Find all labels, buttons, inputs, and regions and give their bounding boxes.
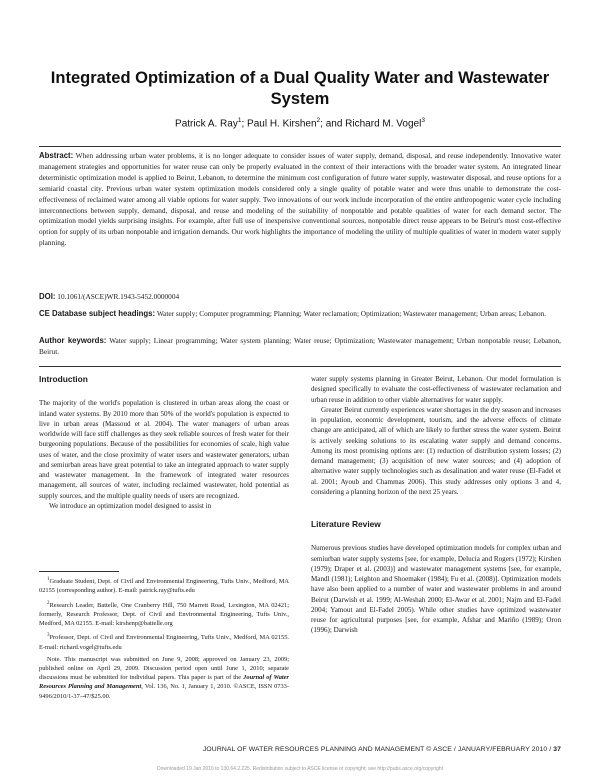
journal-footer: [140, 746, 561, 753]
footnote-text: Graduate Student, Dept. of Civil and Environmental Engineering, Tufts Univ., Medford, MA 02155 (corresponding author). E-mail: patrick.ray@tufts.edu: [39, 578, 289, 595]
author-affiliation-mark: 2: [316, 117, 321, 124]
subject-headings-text: Water supply; Computer programming; Planning; Water reclamation; Optimization; Wastewater management; Urban areas; Lebanon.: [156, 309, 547, 318]
footnote: [39, 631, 289, 652]
author-list: [40, 117, 560, 129]
footnote-mark: 3: [47, 633, 50, 639]
author-name: Richard M. Vogel: [345, 118, 422, 130]
author-name: Patrick A. Ray: [175, 118, 238, 130]
introduction-paragraph-continued: water supply systems planning in Greater Beirut, Lebanon. Our model formulation is designed specifically to evaluate the cost-effectiveness of wastewater reclamation and urban reuse in addition to other viable alternatives for water supply.: [311, 375, 561, 404]
footnote: [39, 575, 289, 596]
top-divider: [39, 146, 561, 147]
keywords-text: Water supply; Linear programming; Water system planning; Water reuse; Optimization; Wastewater management; Urban nonpotable reuse; Lebanon, Beirut.: [39, 336, 561, 356]
introduction-paragraph: Greater Beirut currently experiences water shortages in the dry season and increases in population, economic development, tourism, and the adverse effects of climate change are anticipated, all of which are likely to further stress the water system. Beirut is actively seeking solutions to its escalating water supply and demand concerns. Among its most promising options are: (1) reduction of distribution system losses; (2) demand management; (3) acquisition of new water sources; and (4) adoption of alternative water supply technologies such as desalination and water reuse (El-Fadel et al. 2001; Ayoub and Chammas 2006). This study addresses only options 3 and 4, considering a planning horizon of the next 25 years.: [311, 405, 561, 496]
introduction-heading: Introduction: [39, 374, 88, 384]
abstract: [39, 151, 561, 249]
literature-paragraph: Numerous previous studies have developed optimization models for complex urban and semiurban water supply systems [see, for example, Delucia and Rogers (1972); Kirshen (1979); Draper et al. (2003)] and wastewater management systems [see, for example, Mandl (1981); Leighton and Shoemaker (1984); Fu et al. (2008)]. Optimization models have also been applied to a number of water and wastewater problems in and around Beirut (Darwish et al. 1999; Al-Weshah 2000; El-Awar et al. 2001; Najm and El-Fadel 2004; Yamout and El-Fadel 2005). While other studies have optimized wastewater reuse for agricultural purposes [see, for example, Afshar and Mariño (1989); Oron (1996); Darwish: [311, 544, 561, 635]
note-text-end: , Vol. 136, No. 1, January 1, 2010. ©ASCE, ISSN 0733-9496/2010/1-37–47/$25.00.: [39, 683, 289, 700]
footnote: [39, 599, 289, 629]
subject-headings: [39, 309, 561, 320]
introduction-paragraph: We introduce an optimization model designed to assist in: [49, 501, 212, 510]
literature-review-heading: Literature Review: [311, 519, 381, 529]
journal-footer-text: JOURNAL OF WATER RESOURCES PLANNING AND MANAGEMENT © ASCE / JANUARY/FEBRUARY 2010 /: [202, 746, 554, 753]
subject-headings-label: CE Database subject headings:: [39, 309, 156, 318]
footnotes: [39, 575, 289, 704]
author-separator: ; and: [320, 118, 346, 130]
footnote-divider: [39, 571, 119, 572]
footnote-text: Research Leader, Battelle, One Cranberry Hill, 750 Marrett Road, Lexington, MA 02421; formerly, Research Professor, Dept. of Civil and Environmental Engineering, Tufts Univ., Medford, MA 02155. E-mail: kirshenp@battelle.org: [39, 601, 289, 628]
author-affiliation-mark: 3: [421, 117, 425, 124]
section-divider: [39, 366, 561, 367]
keywords-label: Author keywords:: [39, 336, 107, 345]
manuscript-note: [39, 655, 289, 701]
footnote-mark: 1: [47, 577, 50, 582]
doi-value[interactable]: 10.1061/(ASCE)WR.1943-5452.0000004: [57, 292, 180, 301]
footnote-text: Professor, Dept. of Civil and Environmental Engineering, Tufts Univ., Medford, MA 02155. E-mail: richard.vogel@tufts.edu: [39, 634, 289, 651]
right-column: [311, 374, 561, 636]
author-affiliation-mark: 1: [237, 117, 242, 124]
left-column: [39, 374, 289, 511]
paper-title: Integrated Optimization of a Dual Quality Water and Wastewater System: [50, 69, 550, 108]
download-notice: Downloaded 19 Jan 2010 to 130.64.2.225. Redistribution subject to ASCE license or copyright; see http://pubs.asce.org/copyright: [156, 766, 443, 772]
author-name: Paul H. Kirshen: [247, 118, 317, 130]
author-separator: ;: [241, 118, 248, 130]
introduction-paragraph: The majority of the world's population is clustered in urban areas along the coast or inland water systems. By 2010 more than 50% of the world's population is expected to live in urban areas (Massoud et al. 2004). The water managers of urban areas worldwide will face stiff challenges as they seek reliable sources of fresh water for their burgeoning populations. Because of the possibilities for economies of scale, high value uses of water, and the close proximity of water users and wastewater generators, urban and semiurban areas have great potential to take an integrated approach to water supply and wastewater management. In the framework of integrated water resources management, all sources of water, including reclaimed wastewater, hold potential as supply sources, and the multiple quality needs of users are recognized.: [39, 399, 289, 500]
footnote-mark: 2: [47, 600, 50, 606]
page-number: 37: [553, 746, 561, 753]
doi-label: DOI:: [39, 292, 56, 301]
note-text: Note. This manuscript was submitted on June 9, 2008; approved on January 23, 2009; published online on April 29, 2009. Discussion period open until June 1, 2010; separate discussions must be submitted for individual papers. This paper is part of the: [39, 655, 289, 682]
abstract-label: Abstract:: [39, 151, 74, 160]
journal-name: Journal of Water Resources Planning and Management: [39, 674, 289, 691]
author-keywords: [39, 336, 561, 357]
abstract-text: When addressing urban water problems, it is no longer adequate to consider issues of water supply, demand, disposal, and reuse independently. Innovative water management strategies and opportunities for water reuse can only be properly evaluated in the context of their interactions with the broader water system. An integrated linear deterministic optimization model is applied to Beirut, Lebanon, to determine the minimum cost configuration of future water supply, wastewater disposal, and reuse options for a semiarid coastal city. Previous urban water system optimization models considered only a single quality of potable water and were thus unable to demonstrate the cost-effectiveness of reclaimed water among all viable options for water supply. Two innovations of our work include incorporation of the entire anthropogenic water cycle including interconnections between supply, demand, disposal, and reuse and modeling of the suitability of nonpotable and potable qualities of water for each demand sector. The optimization model yields surprising insights. For example, after full use of inexpensive conventional sources, nonpotable direct reuse appears to be Beirut's most cost-effective option for supply of its urban nonpotable and irrigation demands. Our work highlights the importance of modeling the utility of multiple qualities of water in modern water supply planning.: [39, 151, 561, 248]
doi-line: [39, 292, 561, 303]
